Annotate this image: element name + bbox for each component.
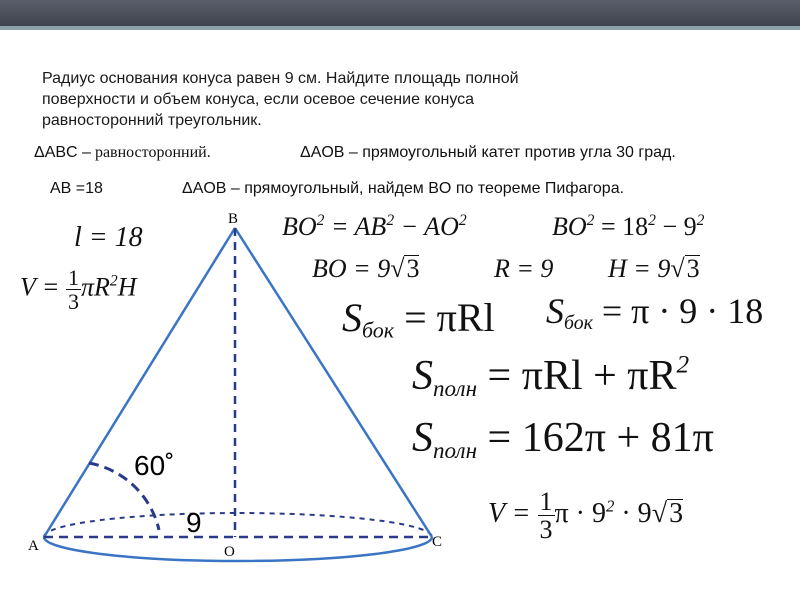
formula-s-total-1 <box>412 352 689 400</box>
formula-pythagoras-2 <box>552 212 704 242</box>
p1-eq: = AB <box>324 212 387 241</box>
formula-s-lateral-2 <box>546 290 763 332</box>
vf-frac <box>538 488 555 544</box>
formula-volume <box>20 266 136 313</box>
formula-bo: BO = 9√3 <box>312 254 420 283</box>
triangle-aob-note: ΔAOB – прямоугольный катет против угла 30 град. <box>300 144 676 161</box>
formula-s-lateral-1 <box>342 294 495 341</box>
point-a-label: A <box>28 538 39 554</box>
p2-p2: 2 <box>648 211 656 229</box>
point-c-label: C <box>432 534 443 550</box>
vf-lhs: V = <box>488 498 538 530</box>
vf-den: 3 <box>539 515 553 545</box>
h-rad: 3 <box>686 254 700 283</box>
v-lhs: V = <box>20 272 66 302</box>
sp1-sub: полн <box>433 374 478 401</box>
vf-mid: π · 9 <box>554 498 606 530</box>
radius-label: 9 <box>186 507 202 538</box>
formula-h: H = 9√3 <box>608 254 700 283</box>
p2-p: 2 <box>586 211 595 229</box>
vf-rad: 3 <box>669 498 684 530</box>
bo-rad: 3 <box>406 254 420 283</box>
sp2-s: S <box>412 415 433 461</box>
sb2-rhs: = π · 9 · 18 <box>592 291 764 331</box>
p1-p2: 2 <box>386 211 395 229</box>
sb1-rhs: = πRl <box>394 295 495 340</box>
vf-dot: · 9 <box>614 498 652 530</box>
ab-value: AB =18 <box>50 180 103 197</box>
p1-a: BO <box>282 212 317 241</box>
p1-minus: − AO <box>394 212 459 241</box>
point-o-label: O <box>224 544 235 560</box>
abc-prefix: ΔABC – <box>34 144 91 161</box>
abc-word: равносторонний. <box>90 144 211 161</box>
p2-minus: − 9 <box>655 212 697 241</box>
sp1-rhs: = πRl + πR <box>477 353 677 399</box>
pythagoras-note: ΔAOB – прямоугольный, найдем BO по теореме Пифагора. <box>182 180 625 197</box>
point-b-label: B <box>228 211 239 227</box>
p1-p3: 2 <box>458 211 467 229</box>
angle-label: 60˚ <box>134 450 175 481</box>
v-h: H <box>117 272 137 302</box>
formula-pythagoras-1 <box>282 212 467 242</box>
p2-eq: = 18 <box>594 212 649 241</box>
sp2-sub: полн <box>433 436 478 463</box>
formula-volume-final: V = $\frac{1}{3}$ $\pi \cdot 9^2 \cdot 9√3$ <box>488 487 684 545</box>
sb2-s: S <box>546 291 564 331</box>
v-pow: 2 <box>109 272 118 290</box>
p1-p: 2 <box>316 211 325 229</box>
formula-s-total-2 <box>412 414 714 462</box>
v-frac-den: 3 <box>67 289 79 315</box>
v-frac <box>66 266 81 313</box>
v-r: R <box>94 272 110 302</box>
formula-l: l = 18 <box>74 222 143 253</box>
vf-pow: 2 <box>605 496 615 516</box>
problem-line-1: Радиус основания конуса равен 9 см. Найдите площадь полной <box>42 70 519 87</box>
v-pi: π <box>80 272 94 302</box>
p2-a: BO <box>552 212 587 241</box>
p2-p3: 2 <box>696 211 705 229</box>
sb1-s: S <box>342 295 362 340</box>
problem-line-2: поверхности и объем конуса, если осевое сечение конуса <box>42 91 475 108</box>
vf-num: 1 <box>539 487 553 516</box>
h-lhs: H = 9 <box>608 254 671 283</box>
cone-base-front <box>44 537 432 561</box>
formula-r: R = 9 <box>494 254 554 283</box>
sb2-sub: бок <box>564 311 593 334</box>
cone-base-back <box>44 513 432 537</box>
sp2-rhs: = 162π + 81π <box>477 415 714 461</box>
sp1-pow: 2 <box>676 351 690 379</box>
sp1-s: S <box>412 353 433 399</box>
bo-lhs: BO = 9 <box>312 254 391 283</box>
problem-line-3: равносторонний треугольник. <box>42 112 262 129</box>
sb1-sub: бок <box>362 317 395 343</box>
v-frac-num: 1 <box>67 265 79 290</box>
